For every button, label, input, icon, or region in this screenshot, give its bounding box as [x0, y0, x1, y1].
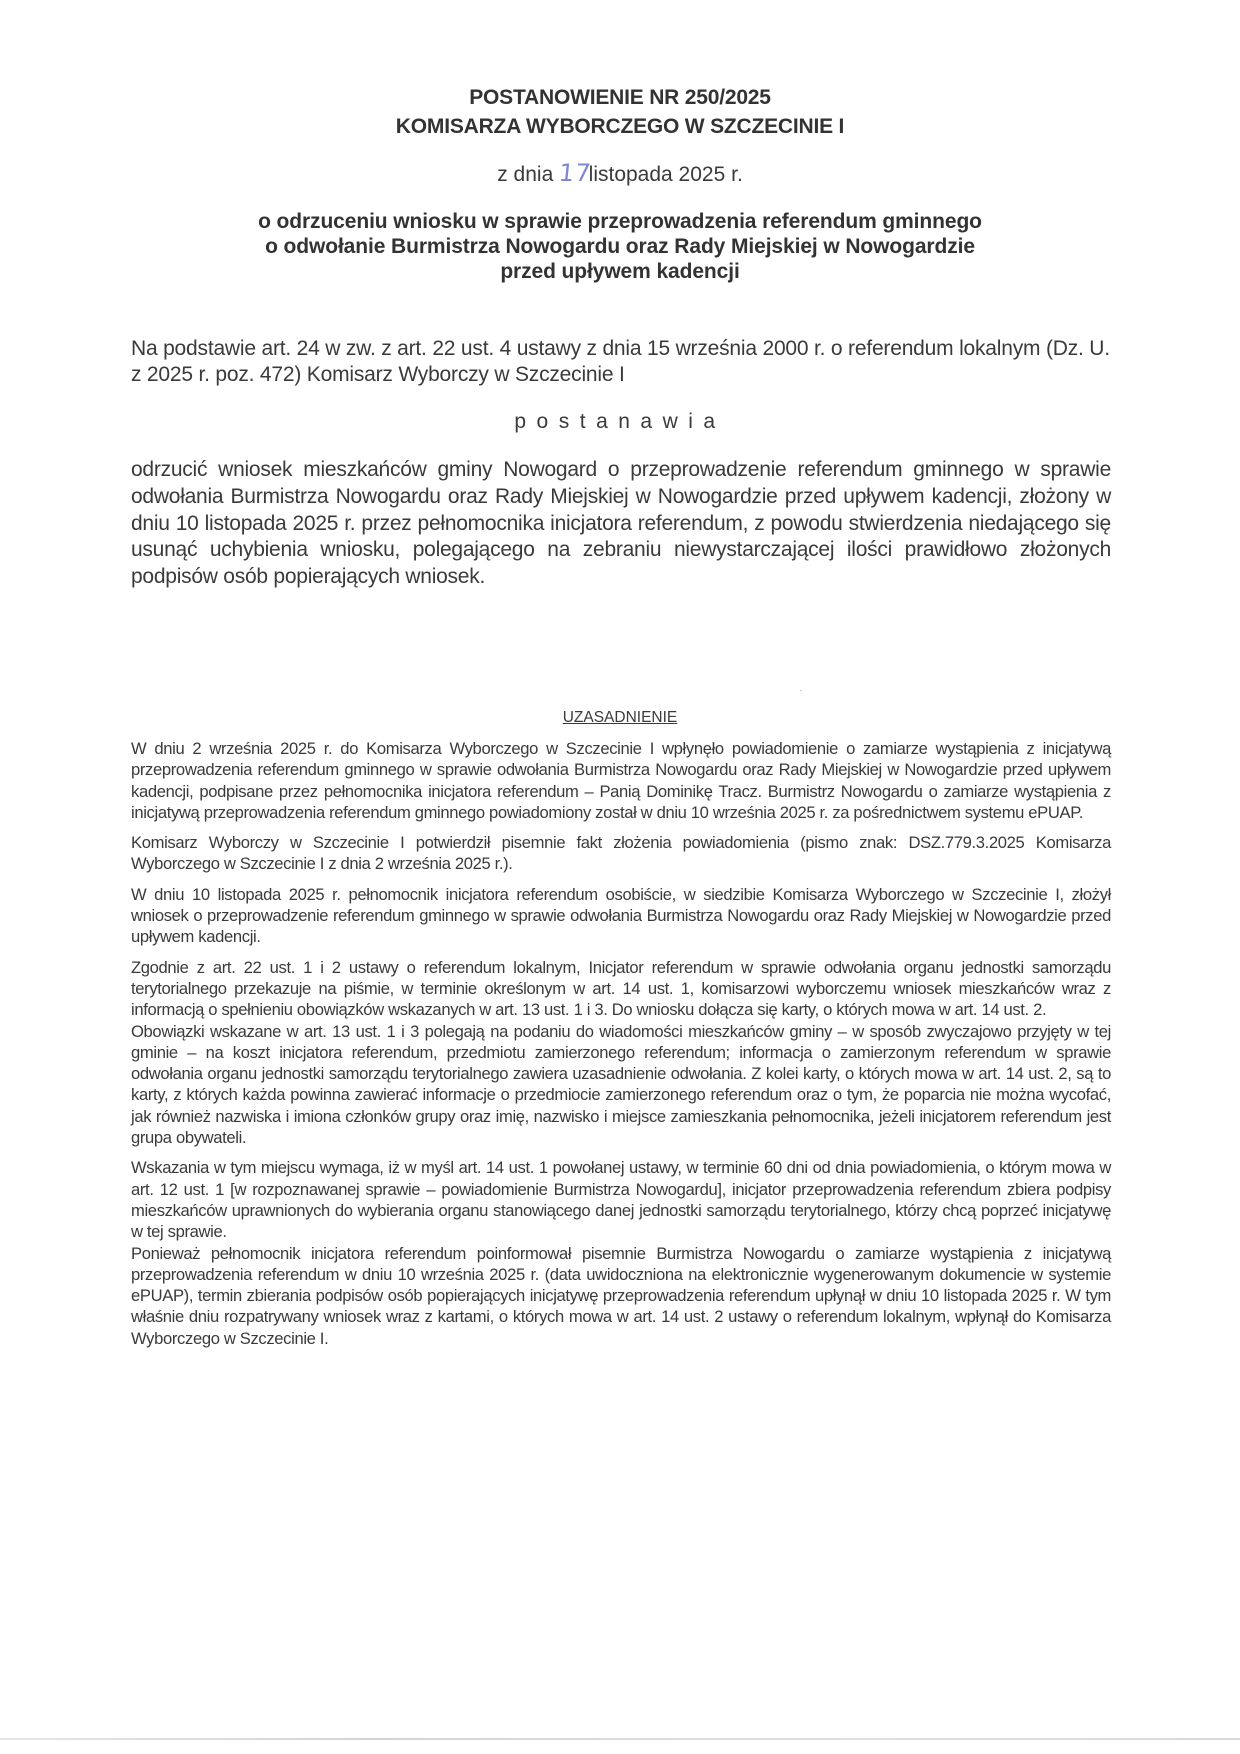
title-line-2: KOMISARZA WYBORCZEGO W SZCZECINIE I — [395, 115, 845, 138]
justification-paragraph-1: W dniu 2 września 2025 r. do Komisarza Wyborczego w Szczecinie I wpłynęło powiadomienie o zamiarze wystąpienia z inicjatywą przeprowadzenia referendum gminnego w sprawie odwołania Burmistrza Nowogardu oraz Rady Miejskiej w Nowogardzie przed upływem kadencji, podpisane przez pełnomocnika inicjatora referendum – Panią Dominikę Tracz. Burmistrz Nowogardu o zamiarze wystąpienia z inicjatywą przeprowadzenia referendum gminnego powiadomiony został w dniu 10 września 2025 r. za pośrednictwem systemu ePUAP. — [131, 739, 1111, 822]
subtitle-line-2: o odwołanie Burmistrza Nowogardu oraz Rady Miejskiej w Nowogardzie — [265, 235, 975, 258]
justification-paragraph-3: W dniu 10 listopada 2025 r. pełnomocnik inicjatora referendum osobiście, w siedzibie Komisarza Wyborczego w Szczecinie I, złożył wniosek o przeprowadzenie referendum gminnego w sprawie odwołania Burmistrza Nowogardu oraz Rady Miejskiej w Nowogardzie przed upływem kadencji. — [131, 884, 1111, 947]
date-prefix: z dnia — [497, 163, 554, 186]
date-suffix: listopada 2025 r. — [588, 163, 743, 186]
justification-paragraph-5: Obowiązki wskazane w art. 13 ust. 1 i 3 polegają na podaniu do wiadomości mieszkańców gminy – w sposób zwyczajowo przyjęty w tej gminie – na koszt inicjatora referendum, przedmiotu zamierzonego referendum; informacja o zamierzonym referendum w sprawie odwołania organu jednostki samorządu terytorialnego zawiera uzasadnienie odwołania. Z kolei karty, o których mowa w art. 14 ust. 2, są to karty, z których każda powinna zawierać informacje o przedmiocie zamierzonego referendum oraz o tym, że poparcia nie można wycofać, jak również nazwiska i imiona członków grupy oraz imię, nazwisko i miejsce zamieszkania pełnomocnika, jeżeli inicjatorem referendum jest grupa obywateli. — [131, 1021, 1111, 1148]
handwritten-day: 17 — [557, 159, 594, 187]
date-line — [0, 159, 1240, 189]
legal-basis: Na podstawie art. 24 w zw. z art. 22 ust. 4 ustawy z dnia 15 września 2000 r. o referendum lokalnym (Dz. U. z 2025 r. poz. 472) Komisarz Wyborczy w Szczecinie I — [131, 337, 1110, 386]
decision-text: odrzucić wniosek mieszkańców gminy Nowogard o przeprowadzenie referendum gminnego w sprawie odwołania Burmistrza Nowogardu oraz Rady Miejskiej w Nowogardzie przed upływem kadencji, złożony w dniu 10 listopada 2025 r. przez pełnomocnika inicjatora referendum, z powodu stwierdzenia niedającego się usunąć uchybienia wniosku, polegającego na zebraniu niewystarczającej ilości prawidłowo złożonych podpisów osób popierających wniosek. — [131, 458, 1111, 589]
justification-paragraph-7: Ponieważ pełnomocnik inicjatora referendum poinformował pisemnie Burmistrza Nowogardu o zamiarze wystąpienia z inicjatywą przeprowadzenia referendum w dniu 10 września 2025 r. (data uwidoczniona na elektronicznie wygenerowanym dokumencie w systemie ePUAP), termin zbierania podpisów osób popierających inicjatywę przeprowadzenia referendum upłynął w dniu 10 listopada 2025 r. W tym właśnie dniu rozpatrywany wniosek wraz z kartami, o których mowa w art. 14 ust. 2 ustawy o referendum lokalnym, wpłynął do Komisarza Wyborczego w Szczecinie I. — [131, 1243, 1111, 1348]
scan-edge-line — [0, 1738, 1240, 1740]
document-title — [0, 83, 1240, 141]
subtitle-line-3: przed upływem kadencji — [500, 260, 740, 283]
subtitle-line-1: o odrzuceniu wniosku w sprawie przeprowadzenia referendum gminnego — [258, 210, 982, 233]
justification-paragraph-2: Komisarz Wyborczy w Szczecinie I potwierdził pisemnie fakt złożenia powiadomienia (pismo znak: DSZ.779.3.2025 Komisarza Wyborczego w Szczecinie I z dnia 2 września 2025 r.). — [131, 833, 1111, 874]
title-line-1: POSTANOWIENIE NR 250/2025 — [469, 86, 771, 109]
scan-speck — [800, 690, 802, 691]
document-subtitle — [0, 209, 1240, 284]
justification-paragraph-4: Zgodnie z art. 22 ust. 1 i 2 ustawy o referendum lokalnym, Inicjator referendum w sprawie odwołania organu jednostki samorządu terytorialnego przekazuje na piśmie, w terminie określonym w art. 14 ust. 1, komisarzowi wyborczemu wniosek mieszkańców wraz z informacją o spełnieniu obowiązków wskazanych w art. 13 ust. 1 i 3. Do wniosku dołącza się karty, o których mowa w art. 14 ust. 2. — [131, 957, 1111, 1020]
justification-body — [131, 738, 1111, 1349]
justification-paragraph-6: Wskazania w tym miejscu wymaga, iż w myśl art. 14 ust. 1 powołanej ustawy, w terminie 60 dni od dnia powiadomienia, o którym mowa w art. 12 ust. 1 [w rozpoznawanej sprawie – powiadomienie Burmistrza Nowogardu], inicjator przeprowadzenia referendum zbiera podpisy mieszkańców uprawnionych do wybierania organu stanowiącego danej jednostki samorządu terytorialnego, którzy chcą poprzeć inicjatywę w tej sprawie. — [131, 1158, 1111, 1242]
justification-heading: UZASADNIENIE — [562, 709, 678, 726]
decision-word: postanawia — [514, 410, 726, 433]
